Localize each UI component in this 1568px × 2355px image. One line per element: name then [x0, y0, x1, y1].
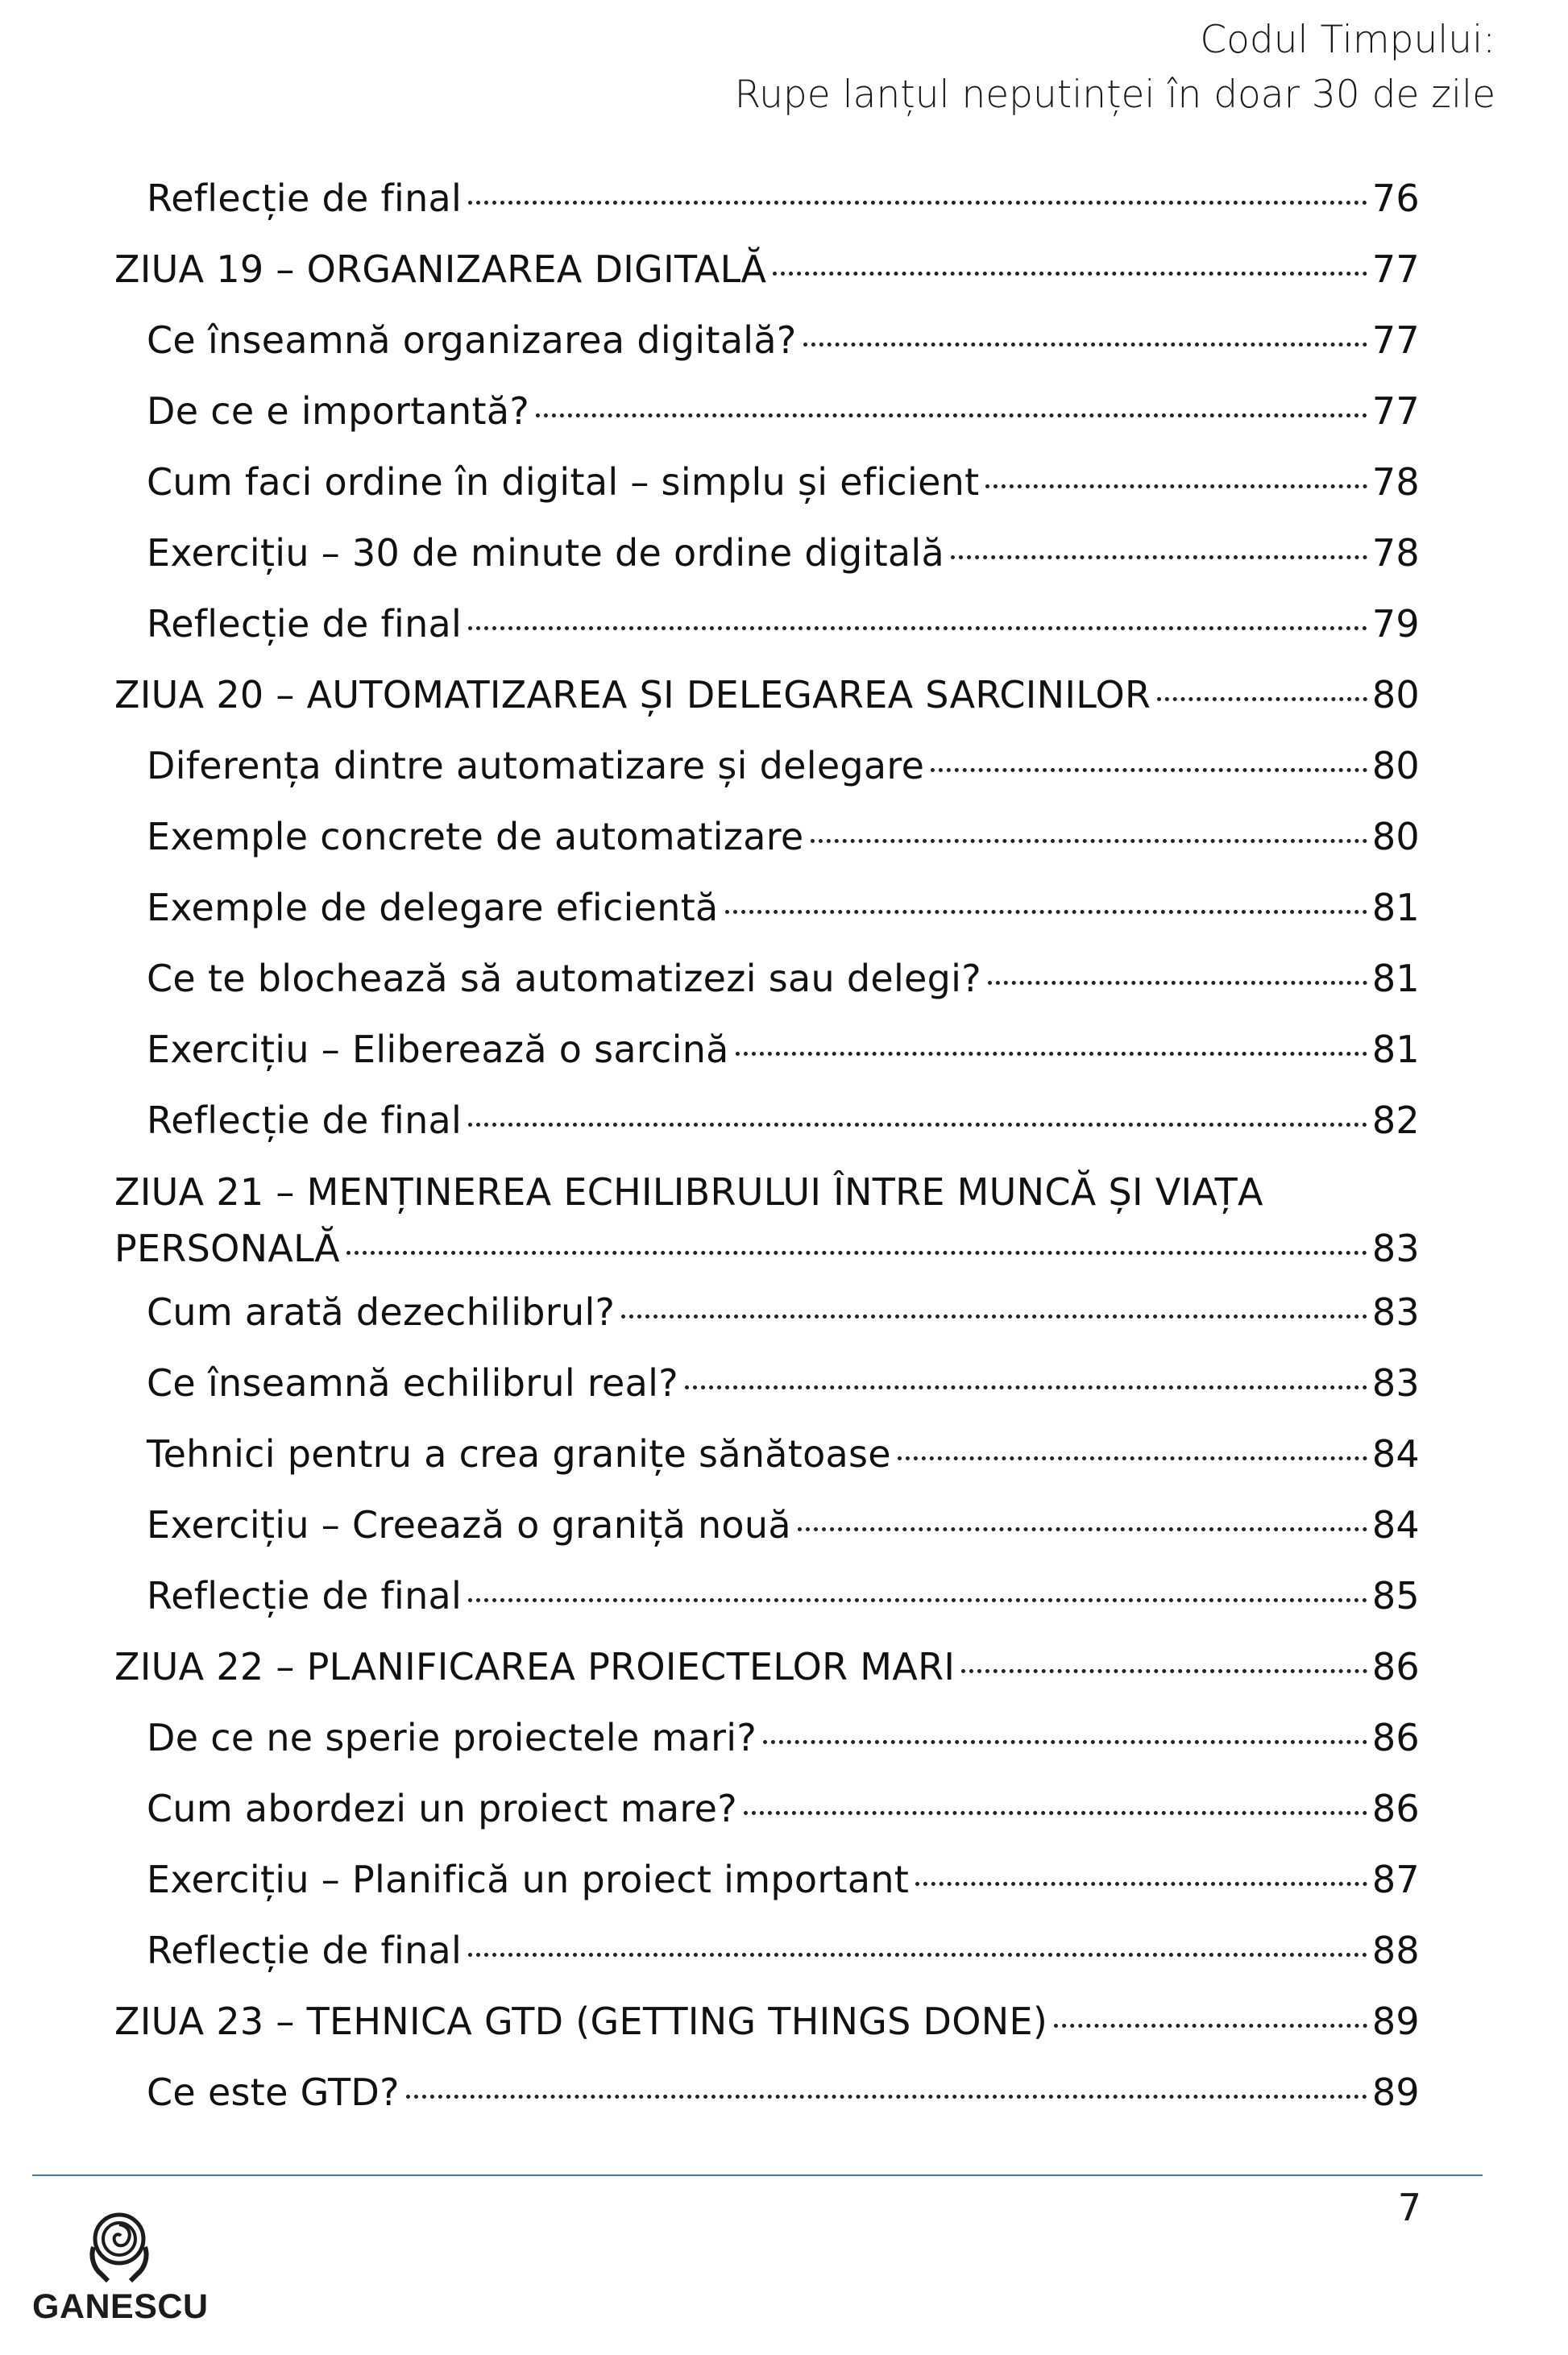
dot-leader — [931, 768, 1367, 772]
dot-leader — [468, 1598, 1367, 1602]
toc-entry-label: De ce ne sperie proiectele mari? — [147, 1716, 757, 1759]
toc-subentry[interactable] — [114, 1418, 1420, 1489]
toc-subentry[interactable] — [114, 305, 1420, 376]
toc-entry-page: 83 — [1371, 1290, 1420, 1334]
page-number: 7 — [1397, 2186, 1421, 2229]
toc-entry-label: ZIUA 22 – PLANIFICAREA PROIECTELOR MARI — [114, 1645, 956, 1688]
dot-leader — [798, 1527, 1367, 1531]
toc-chapter-entry[interactable] — [114, 1156, 1420, 1277]
toc-entry-label: Reflecție de final — [147, 602, 463, 646]
dot-leader — [736, 1052, 1367, 1056]
toc-entry-page: 80 — [1371, 744, 1420, 787]
toc-entry-page: 82 — [1371, 1099, 1420, 1142]
toc-subentry[interactable] — [114, 872, 1420, 943]
dot-leader — [1054, 2024, 1367, 2028]
toc-subentry[interactable] — [114, 588, 1420, 659]
toc-entry-label: Exemple concrete de automatizare — [147, 815, 804, 858]
toc-subentry[interactable] — [114, 1277, 1420, 1348]
running-header — [735, 13, 1495, 123]
toc-entry-page: 81 — [1371, 957, 1420, 1000]
toc-entry-label: Exercițiu – Planifică un proiect important — [147, 1858, 910, 1901]
book-subtitle: Rupe lanțul neputinței în doar 30 de zile — [734, 73, 1495, 117]
toc-entry-label: Exercițiu – 30 de minute de ordine digitală — [147, 531, 944, 575]
dot-leader — [406, 2095, 1367, 2099]
toc-entry-page: 80 — [1371, 815, 1420, 858]
toc-entry-page: 84 — [1371, 1503, 1420, 1547]
toc-entry-page: 83 — [1371, 1227, 1420, 1270]
dot-leader — [1157, 697, 1367, 701]
toc-entry-page: 81 — [1371, 1028, 1420, 1071]
toc-entry-label: Reflecție de final — [147, 177, 463, 220]
toc-entry-page: 85 — [1371, 1574, 1420, 1618]
toc-entry-label: Exercițiu – Eliberează o sarcină — [147, 1028, 729, 1071]
dot-leader — [803, 343, 1367, 347]
toc-subentry[interactable] — [114, 1773, 1420, 1844]
toc-subentry[interactable] — [114, 163, 1420, 234]
toc-entry-page: 88 — [1371, 1929, 1420, 1972]
toc-entry-label: Cum abordezi un proiect mare? — [147, 1787, 737, 1830]
toc-subentry[interactable] — [114, 1489, 1420, 1560]
dot-leader — [763, 1740, 1367, 1744]
toc-entry-label: Exemple de delegare eficientă — [147, 886, 719, 929]
toc-subentry[interactable] — [114, 1348, 1420, 1418]
dot-leader — [536, 413, 1367, 417]
toc-entry-page: 79 — [1371, 602, 1420, 646]
toc-entry-page: 84 — [1371, 1432, 1420, 1476]
toc-chapter-entry[interactable] — [114, 1631, 1420, 1702]
dot-leader — [468, 201, 1367, 205]
toc-entry-page: 83 — [1371, 1361, 1420, 1405]
publisher-logo — [32, 2207, 209, 2328]
toc-entry-page: 81 — [1371, 886, 1420, 929]
toc-entry-label: Ce înseamnă echilibrul real? — [147, 1361, 678, 1405]
toc-entry-page: 77 — [1371, 247, 1420, 291]
toc-chapter-entry[interactable] — [114, 234, 1420, 305]
dot-leader — [988, 981, 1367, 985]
toc-entry-label: PERSONALĂ — [114, 1227, 340, 1270]
publisher-name: GANESCU — [32, 2287, 209, 2326]
dot-leader — [915, 1882, 1367, 1886]
toc-entry-page: 80 — [1371, 673, 1420, 716]
toc-subentry[interactable] — [114, 730, 1420, 801]
toc-entry-label: Reflecție de final — [147, 1099, 463, 1142]
toc-entry-page: 89 — [1371, 2000, 1420, 2043]
brain-head-icon — [82, 2207, 156, 2284]
dot-leader — [468, 1953, 1367, 1957]
toc-entry-page: 77 — [1371, 318, 1420, 362]
toc-entry-page: 76 — [1371, 177, 1420, 220]
toc-entry-label: Reflecție de final — [147, 1574, 463, 1618]
toc-entry-label: Cum arată dezechilibrul? — [147, 1290, 616, 1334]
toc-entry-label: ZIUA 19 – ORGANIZAREA DIGITALĂ — [114, 247, 767, 291]
toc-entry-label-continued — [114, 1220, 1420, 1277]
toc-entry-label: Tehnici pentru a crea granițe sănătoase — [147, 1432, 891, 1476]
toc-subentry[interactable] — [114, 2057, 1420, 2128]
dot-leader — [725, 910, 1367, 914]
toc-subentry[interactable] — [114, 517, 1420, 588]
toc-entry-page: 86 — [1371, 1787, 1420, 1830]
dot-leader — [985, 484, 1367, 488]
toc-entry-label: Ce înseamnă organizarea digitală? — [147, 318, 797, 362]
toc-entry-label: Diferența dintre automatizare și delegare — [147, 744, 925, 787]
toc-entry-label: Cum faci ordine în digital – simplu și eficient — [147, 460, 980, 504]
dot-leader — [811, 839, 1367, 843]
dot-leader — [468, 626, 1367, 630]
toc-entry-label: Reflecție de final — [147, 1929, 463, 1972]
dot-leader — [961, 1669, 1367, 1673]
toc-subentry[interactable] — [114, 1085, 1420, 1156]
toc-entry-label: De ce e importantă? — [147, 389, 530, 433]
dot-leader — [898, 1456, 1367, 1460]
toc-entry-label: Ce este GTD? — [147, 2070, 400, 2114]
dot-leader — [468, 1123, 1367, 1127]
toc-entry-page: 86 — [1371, 1645, 1420, 1688]
toc-entry-label: ZIUA 21 – MENȚINEREA ECHILIBRULUI ÎNTRE MUNCĂ ȘI VIAȚA — [114, 1170, 1263, 1214]
dot-leader — [773, 272, 1367, 276]
toc-entry-label: ZIUA 20 – AUTOMATIZAREA ȘI DELEGAREA SARCINILOR — [114, 673, 1151, 716]
toc-subentry[interactable] — [114, 1702, 1420, 1773]
toc-subentry[interactable] — [114, 376, 1420, 446]
toc-subentry[interactable] — [114, 1844, 1420, 1915]
toc-entry-page: 77 — [1371, 389, 1420, 433]
dot-leader — [346, 1251, 1367, 1255]
toc-subentry[interactable] — [114, 446, 1420, 517]
footer-divider — [32, 2174, 1483, 2176]
toc-entry-page: 78 — [1371, 531, 1420, 575]
toc-subentry[interactable] — [114, 801, 1420, 872]
toc-entry-page: 86 — [1371, 1716, 1420, 1759]
toc-entry-page: 78 — [1371, 460, 1420, 504]
dot-leader — [621, 1315, 1367, 1319]
dot-leader — [951, 555, 1367, 559]
table-of-contents — [114, 163, 1420, 2128]
toc-subentry[interactable] — [114, 1560, 1420, 1631]
toc-entry-page: 89 — [1371, 2070, 1420, 2114]
toc-entry-page: 87 — [1371, 1858, 1420, 1901]
toc-subentry[interactable] — [114, 1014, 1420, 1085]
toc-entry-label: Ce te blochează să automatizezi sau delegi? — [147, 957, 981, 1000]
dot-leader — [685, 1385, 1367, 1389]
toc-chapter-entry[interactable] — [114, 1986, 1420, 2057]
toc-entry-label: Exercițiu – Creează o graniță nouă — [147, 1503, 791, 1547]
book-title: Codul Timpului: — [1200, 18, 1495, 62]
toc-chapter-entry[interactable] — [114, 659, 1420, 730]
toc-subentry[interactable] — [114, 943, 1420, 1014]
toc-subentry[interactable] — [114, 1915, 1420, 1986]
dot-leader — [744, 1811, 1367, 1815]
toc-entry-label: ZIUA 23 – TEHNICA GTD (GETTING THINGS DONE) — [114, 2000, 1048, 2043]
